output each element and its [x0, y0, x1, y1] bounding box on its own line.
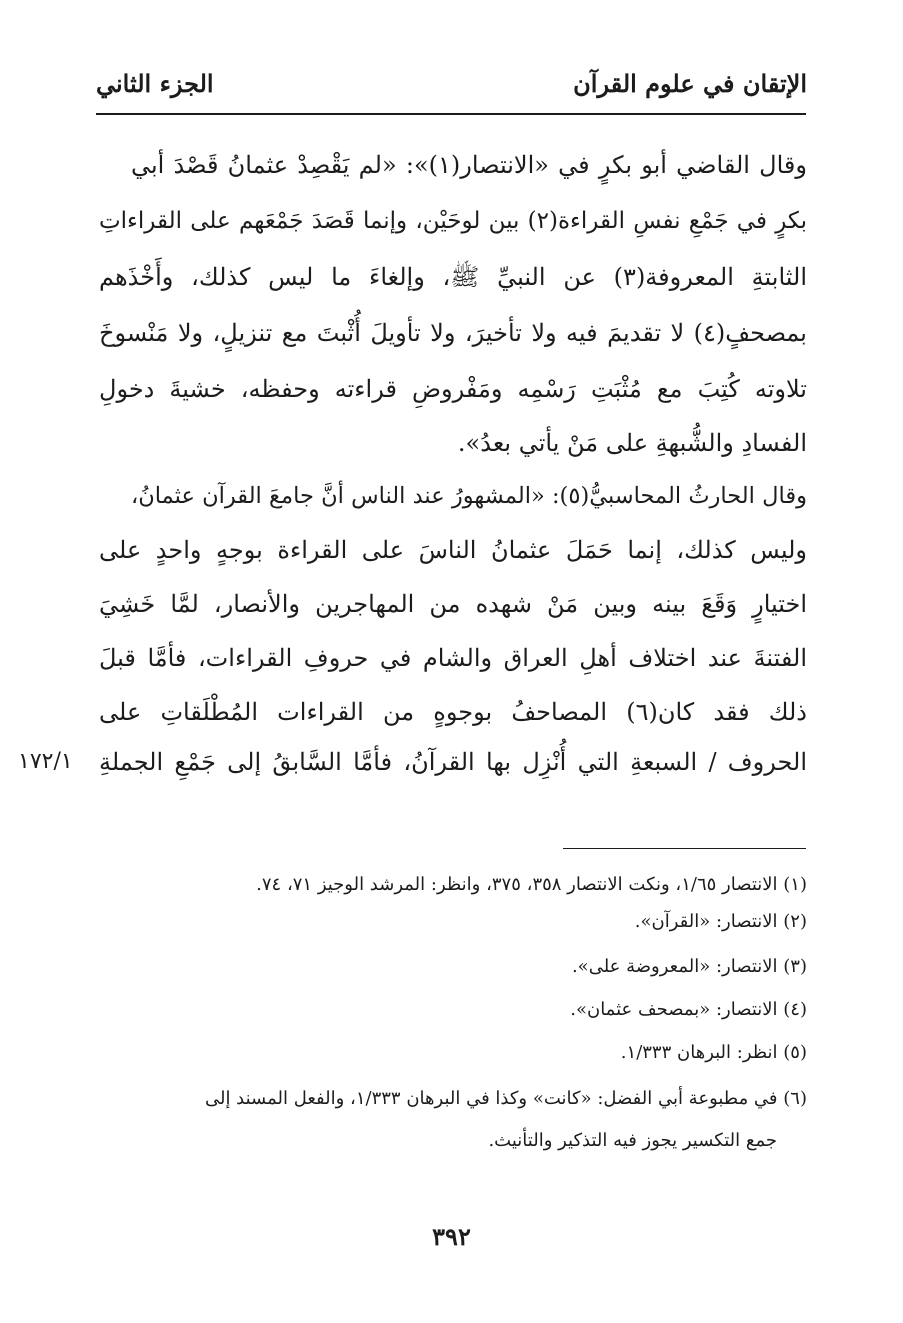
margin-reference: ١٧٢/١: [18, 749, 73, 774]
body-line: الثابتةِ المعروفة(٣) عن النبيِّ ﷺ، وإلغاءَ ما ليس كذلك، وأَخْذَهم: [99, 263, 808, 291]
body-line: وليس كذلك، إنما حَمَلَ عثمانُ الناسَ على القراءة بوجهٍ واحدٍ على: [99, 536, 807, 564]
body-line: بكرٍ في جَمْعِ نفسِ القراءة(٢) بين لوحَيْن، وإنما قَصَدَ جَمْعَهم على القراءاتِ: [99, 208, 807, 234]
body-line: بمصحفٍ(٤) لا تقديمَ فيه ولا تأخيرَ، ولا تأويلَ أُثْبتَ مع تنزيلٍ، ولا مَنْسوخَ: [99, 319, 807, 347]
running-head-book-title: الإتقان في علوم القرآن: [573, 69, 807, 98]
running-head-part-title: الجزء الثاني: [96, 69, 214, 98]
body-line: الحروف / السبعةِ التي أُنْزِل بها القرآنُ، فأمَّا السَّابقُ إلى جَمْعِ الجملةِ: [99, 748, 807, 776]
footnote-4: (٤) الانتصار: «بمصحف عثمان».: [570, 999, 807, 1020]
footnote-1: (١) الانتصار ١/٦٥، ونكت الانتصار ٣٥٨، ٣٧٥، وانظر: المرشد الوجيز ٧١، ٧٤.: [256, 874, 807, 895]
footnote-3: (٣) الانتصار: «المعروضة على».: [571, 956, 807, 977]
body-line: وقال القاضي أبو بكرٍ في «الانتصار(١)»: «لم يَقْصِدْ عثمانُ قَصْدَ أبي: [131, 151, 807, 179]
body-line: تلاوته كُتِبَ مع مُثْبَتِ رَسْمِه ومَفْروضِ قراءته وحفظه، خشيةَ دخولِ: [99, 375, 807, 403]
footnote-5: (٥) انظر: البرهان ١/٣٣٣.: [620, 1042, 807, 1063]
body-line: اختيارٍ وَقَعَ بينه وبين مَنْ شهده من المهاجرين والأنصار، لمَّا خَشِيَ: [99, 590, 807, 618]
body-line: وقال الحارثُ المحاسبيُّ(٥): «المشهورُ عند الناس أنَّ جامعَ القرآن عثمانُ،: [131, 483, 807, 509]
header-rule: [96, 113, 806, 115]
footnote-6: (٦) في مطبوعة أبي الفضل: «كانت» وكذا في البرهان ١/٣٣٣، والفعل المسند إلى: [204, 1088, 807, 1109]
body-line: الفتنةَ عند اختلاف أهلِ العراق والشام في حروفِ القراءات، فأمَّا قبلَ: [99, 644, 807, 672]
footnote-6-continued: جمع التكسير يجوز فيه التذكير والتأنيث.: [488, 1130, 777, 1151]
body-line: ذلك فقد كان(٦) المصاحفُ بوجوهٍ من القراءات المُطْلَقاتِ على: [99, 698, 807, 726]
page-number: ٣٩٢: [432, 1222, 471, 1251]
body-line: الفسادِ والشُّبهةِ على مَنْ يأتي بعدُ».: [457, 429, 807, 457]
footnote-separator: [563, 848, 806, 849]
footnote-2: (٢) الانتصار: «القرآن».: [634, 911, 807, 932]
